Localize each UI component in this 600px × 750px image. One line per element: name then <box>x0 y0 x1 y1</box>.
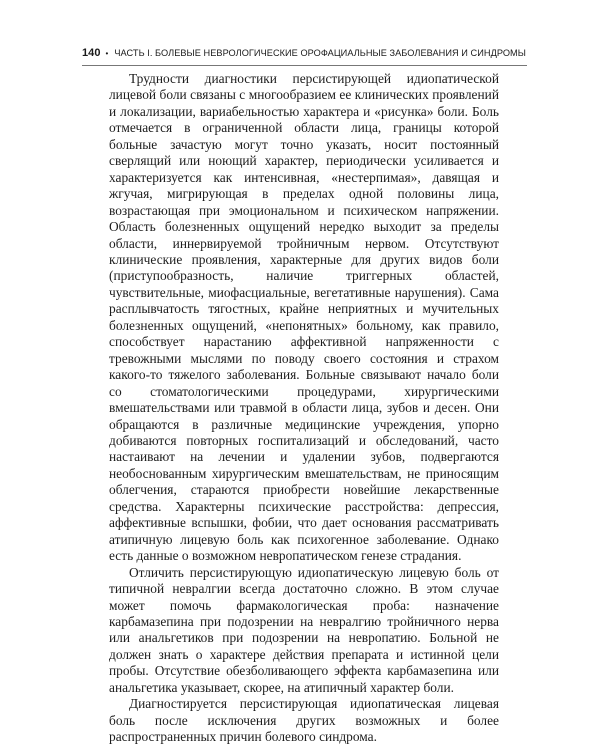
paragraph: Отличить персистирующую идиопатическую лицевую боль от типичной невралгии всегда достаточно сложно. В этом случае может помочь фармакологическая проба: назначение карбамазепина при подозрении на невралгию тройничного нерва или анальгетиков при подозрении на невропатию. Больной не должен знать о характере действия препарата и истинной цели пробы. Отсутствие обезболивающего эффекта карбамазепина или анальгетика указывает, скорее, на атипичный характер боли. <box>109 564 499 695</box>
running-head <box>82 47 524 59</box>
page-number: 140 <box>82 47 101 59</box>
header-bullet: • <box>105 49 109 58</box>
header-rule <box>82 65 527 66</box>
paragraph: Трудности диагностики персистирующей идиопатической лицевой боли связаны с многообразием ее клинических проявлений и локализации, вариабельностью характера и «рисунка» боли. Боль отмечается в ограниченной области лица, границы которой больные зачастую могут точно указать, носит постоянный сверлящий или ноющий характер, периодически усиливается и характеризуется как интенсивная, «нестерпимая», давящая и жгучая, мигрирующая в пределах одной половины лица, возрастающая при эмоциональном и психическом напряжении. Область болезненных ощущений нередко выходит за пределы области, иннервируемой тройничным нервом. Отсутствуют клинические проявления, характерные для других видов боли (приступообразность, наличие триггерных областей, чувствительные, миофасциальные, вегетативные нарушения). Сама расплывчатость тягостных, крайне неприятных и мучительных болезненных ощущений, «непонятных» больному, как правило, способствует нарастанию аффективной напряженности с тревожными мыслями по поводу своего состояния и страхом какого-то тяжелого заболевания. Больные связывают начало боли со стоматологическими процедурами, хирургическими вмешательствами или травмой в области лица, зубов и десен. Они обращаются в различные медицинские учреждения, упорно добиваются повторных госпитализаций и обследований, часто настаивают на лечении и удалении зубов, подвергаются необоснованным хирургическим вмешательствам, не приносящим облегчения, стараются приобрести новейшие лекарственные средства. Характерны психические расстройства: депрессия, аффективные вспышки, фобии, что дает основания рассматривать атипичную лицевую боль как психогенное заболевание. Однако есть данные о возможном невропатическом генезе страдания. <box>109 71 499 564</box>
paragraph: Диагностируется персистирующая идиопатическая лицевая боль после исключения других возможных и более распространенных причин болевого синдрома. <box>109 696 499 745</box>
body-text <box>109 71 499 746</box>
running-title: ЧАСТЬ I. БОЛЕВЫЕ НЕВРОЛОГИЧЕСКИЕ ОРОФАЦИАЛЬНЫЕ ЗАБОЛЕВАНИЯ И СИНДРОМЫ <box>114 48 526 58</box>
